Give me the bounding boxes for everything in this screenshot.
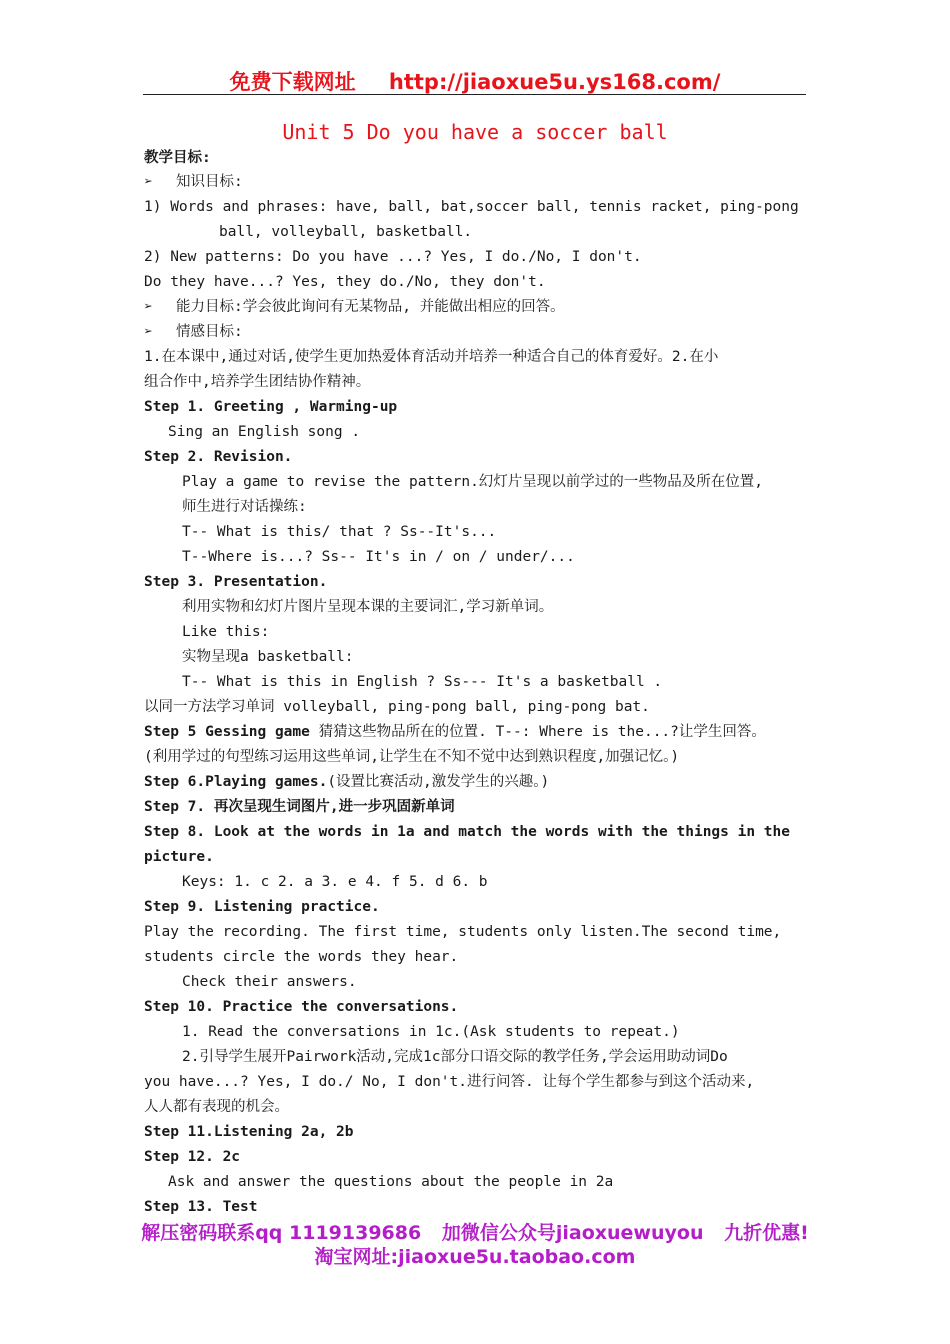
text-line: 1. Read the conversations in 1c.(Ask students to repeat.) [182,1024,680,1040]
step-line: Step 5 Gessing game 猜猜这些物品所在的位置. T--: Where is the...?让学生回答。 [144,724,766,740]
arrow-bullet-icon: ➢ [144,174,153,190]
text-line: T--Where is...? Ss-- It's in / on / under/... [182,549,575,565]
text-line: 1.在本课中,通过对话,使学生更加热爱体育活动并培养一种适合自己的体育爱好。2.在小 [144,349,719,365]
text-line: Sing an English song . [168,424,361,440]
step-heading: Step 8. Look at the words in 1a and match the words with the things in the [144,824,791,840]
step-heading: Step 12. 2c [144,1149,241,1165]
text-line: Ask and answer the questions about the people in 2a [168,1174,614,1190]
step-heading: Step 6.Playing games. [144,774,328,790]
step-heading: Step 3. Presentation. [144,574,328,590]
text-line: 组合作中,培养学生团结协作精神。 [144,374,371,390]
document-title: Unit 5 Do you have a soccer ball [282,120,668,144]
footer-discount: 九折优惠! [724,1222,809,1244]
footer-qq: 解压密码联系qq 1119139686 [141,1222,422,1244]
text-line: Like this: [182,624,270,640]
answer-keys: Keys: 1. c 2. a 3. e 4. f 5. d 6. b [182,874,488,890]
text-line: 人人都有表现的机会。 [144,1099,289,1115]
header-url[interactable]: http://jiaoxue5u.ys168.com/ [388,70,721,94]
page-header [0,66,950,96]
step-heading: Step 1. Greeting , Warming-up [144,399,398,415]
text-line: 利用实物和幻灯片图片呈现本课的主要词汇,学习新单词。 [182,599,554,615]
section-heading: 教学目标: [144,150,211,166]
bullet-line: ➢ 知识目标: [144,170,810,195]
bullet-line: ➢ 情感目标: [144,320,810,345]
bullet-line: ➢ 能力目标:学会彼此询问有无某物品, 并能做出相应的回答。 [144,295,810,320]
text-line: 1) Words and phrases: have, ball, bat,soccer ball, tennis racket, ping-pong [144,199,799,215]
step-heading: Step 9. Listening practice. [144,899,380,915]
arrow-bullet-icon: ➢ [144,299,153,315]
text-line: T-- What is this/ that ? Ss--It's... [182,524,497,540]
text-line: Check their answers. [182,974,357,990]
step-heading: Step 11.Listening 2a, 2b [144,1124,354,1140]
text-line: you have...? Yes, I do./ No, I don't.进行问答. 让每个学生都参与到这个活动来, [144,1074,755,1090]
text-line: 2.引导学生展开Pairwork活动,完成1c部分口语交际的教学任务,学会运用助动词Do [182,1049,728,1065]
step-heading: Step 2. Revision. [144,449,293,465]
step-heading: Step 5 Gessing game [144,724,310,740]
text-line: students circle the words they hear. [144,949,459,965]
arrow-bullet-icon: ➢ [144,324,153,340]
footer-taobao-link[interactable]: 淘宝网址:jiaoxue5u.taobao.com [314,1246,636,1268]
footer-wechat: 加微信公众号jiaoxuewuyou [441,1222,704,1244]
step-heading: Step 13. Test [144,1199,258,1215]
header-label: 免费下载网址 [229,70,356,94]
text-line: (利用学过的句型练习运用这些单词,让学生在不知不觉中达到熟识程度,加强记忆。) [144,749,680,765]
text-line: 实物呈现a basketball: [182,649,354,665]
text-line: T-- What is this in English ? Ss--- It's a basketball . [182,674,663,690]
step-heading: picture. [144,849,214,865]
text-line: Do they have...? Yes, they do./No, they don't. [144,274,546,290]
text-line: 以同一方法学习单词 volleyball, ping-pong ball, ping-pong bat. [144,699,650,715]
step-heading: Step 10. Practice the conversations. [144,999,459,1015]
text-line: 师生进行对话操练: [182,499,307,515]
text-line: Play the recording. The first time, students only listen.The second time, [144,924,782,940]
header-divider [143,94,806,95]
text-line: Play a game to revise the pattern.幻灯片呈现以前学过的一些物品及所在位置, [182,474,764,490]
step-heading: Step 7. 再次呈现生词图片,进一步巩固新单词 [144,799,455,815]
step-line: Step 6.Playing games.(设置比赛活动,激发学生的兴趣。) [144,774,550,790]
footer-contact [0,1218,950,1245]
text-line: 2) New patterns: Do you have ...? Yes, I do./No, I don't. [144,249,642,265]
text-line: ball, volleyball, basketball. [219,224,473,240]
